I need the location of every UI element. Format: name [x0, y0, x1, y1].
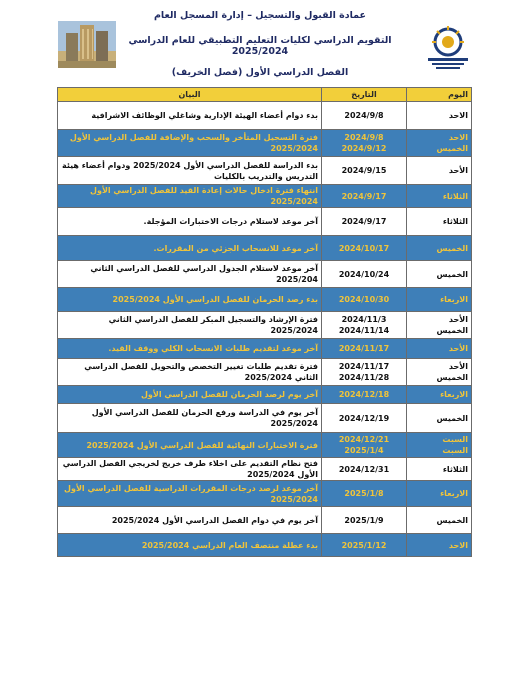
- table-row: [58, 433, 472, 458]
- row-description: فترة التسجيل المتأخر والسحب والإضافة للفصل الدراسي الأول 2025/2024: [58, 130, 322, 157]
- row-date: 2024/9/17: [322, 185, 407, 208]
- row-date: 2024/12/21 2025/1/4: [322, 433, 407, 458]
- row-day: الاربعاء: [407, 288, 472, 312]
- row-description: بدء الدراسة للفصل الدراسي الأول 2025/2024 ودوام أعضاء هيئة التدريس والتدريب بالكليات: [58, 157, 322, 185]
- header-line-1: عمادة القبول والتسجيل – إدارة المسجل العام: [153, 10, 367, 21]
- header-text: [110, 10, 410, 78]
- row-date: 2025/1/8: [322, 481, 407, 507]
- row-day: الخميس: [407, 507, 472, 534]
- row-date: 2024/9/15: [322, 157, 407, 185]
- row-day: الأحد: [407, 157, 472, 185]
- table-row: [58, 157, 472, 185]
- table-row: [58, 208, 472, 236]
- table-row: [58, 339, 472, 359]
- row-date: 2024/9/8: [322, 102, 407, 130]
- table-row: [58, 312, 472, 339]
- table-row: [58, 481, 472, 507]
- row-day: الثلاثاء: [407, 185, 472, 208]
- row-date: 2024/10/24: [322, 261, 407, 288]
- column-header-description: البيان: [58, 88, 322, 102]
- row-date: 2025/1/12: [322, 534, 407, 557]
- row-day: الثلاثاء: [407, 458, 472, 481]
- table-row: [58, 288, 472, 312]
- row-day: الخميس: [407, 261, 472, 288]
- table-row: [58, 359, 472, 386]
- row-day: الاحد: [407, 102, 472, 130]
- row-description: آخر يوم لرصد الحرمان للفصل الدراسي الأول: [58, 386, 322, 404]
- table-row: [58, 102, 472, 130]
- row-date: 2025/1/9: [322, 507, 407, 534]
- building-photo: [58, 21, 116, 68]
- row-date: 2024/12/31: [322, 458, 407, 481]
- row-description: آخر موعد لرصد درجات المقررات الدراسية للفصل الدراسي الأول 2025/2024: [58, 481, 322, 507]
- row-description: آخر موعد للانسحاب الجزئي من المقررات.: [58, 236, 322, 261]
- row-date: 2024/9/17: [322, 208, 407, 236]
- row-description: بدء دوام أعضاء الهيئة الإدارية وشاغلي الوظائف الاشرافية: [58, 102, 322, 130]
- row-day: الاربعاء: [407, 481, 472, 507]
- table-row: [58, 185, 472, 208]
- table-row: [58, 261, 472, 288]
- row-description: آخر يوم في الدراسة ورفع الحرمان للفصل الدراسي الأول 2025/2024: [58, 404, 322, 433]
- table-row: [58, 534, 472, 557]
- table-row: [58, 130, 472, 157]
- row-day: الاربعاء: [407, 386, 472, 404]
- row-day: الثلاثاء: [407, 208, 472, 236]
- calendar-table: [57, 87, 472, 557]
- row-day: السبت السبت: [407, 433, 472, 458]
- table-row: [58, 458, 472, 481]
- column-header-day: اليوم: [407, 88, 472, 102]
- table-row: [58, 386, 472, 404]
- row-day: الأحد الخميس: [407, 312, 472, 339]
- row-description: آخر موعد لتقديم طلبات الانسحاب الكلي ووقف القيد.: [58, 339, 322, 359]
- table-row: [58, 507, 472, 534]
- row-day: الخميس: [407, 236, 472, 261]
- row-description: فترة تقديم طلبات تغيير التخصص والتحويل للفصل الدراسي الثاني 2025/2024: [58, 359, 322, 386]
- row-description: فترة الاختبارات النهائية للفصل الدراسي الأول 2025/2024: [58, 433, 322, 458]
- row-date: 2024/12/19: [322, 404, 407, 433]
- table-row: [58, 236, 472, 261]
- column-header-date: التاريخ: [322, 88, 407, 102]
- row-date: 2024/9/8 2024/9/12: [322, 130, 407, 157]
- row-description: آخر موعد لاستلام الجدول الدراسي للفصل الدراسي الثاني 2025/204: [58, 261, 322, 288]
- page-header: [0, 0, 520, 84]
- row-day: الأحد: [407, 339, 472, 359]
- row-description: فتح نظام التقديم على اخلاء طرف خريج لخريجي الفصل الدراسي الأول 2025/2024: [58, 458, 322, 481]
- row-date: 2024/10/17: [322, 236, 407, 261]
- paaet-logo: [422, 24, 474, 72]
- row-description: بدء رصد الحرمان للفصل الدراسي الأول 2025/2024: [58, 288, 322, 312]
- row-description: فترة الإرشاد والتسجيل المبكر للفصل الدراسي الثاني 2025/2024: [58, 312, 322, 339]
- row-description: بدء عطلة منتصف العام الدراسي 2025/2024: [58, 534, 322, 557]
- row-date: 2024/11/17: [322, 339, 407, 359]
- row-date: 2024/11/3 2024/11/14: [322, 312, 407, 339]
- header-line-3: الفصل الدراسي الأول (فصل الخريف): [171, 67, 349, 78]
- row-description: آخر يوم في دوام الفصل الدراسي الأول 2025/2024: [58, 507, 322, 534]
- row-description: آخر موعد لاستلام درجات الاختبارات المؤجلة.: [58, 208, 322, 236]
- row-date: 2024/11/17 2024/11/28: [322, 359, 407, 386]
- row-day: الاحد: [407, 534, 472, 557]
- row-day: الخميس: [407, 404, 472, 433]
- table-header-row: [58, 88, 472, 102]
- row-date: 2024/12/18: [322, 386, 407, 404]
- row-description: انتهاء فترة ادخال حالات إعادة القيد للفصل الدراسي الأول 2025/2024: [58, 185, 322, 208]
- header-line-2: التقويم الدراسي لكليات التعليم التطبيقي للعام الدراسي 2025/2024: [128, 35, 392, 57]
- table-row: [58, 404, 472, 433]
- row-date: 2024/10/30: [322, 288, 407, 312]
- row-day: الاحد الخميس: [407, 130, 472, 157]
- row-day: الأحد الخميس: [407, 359, 472, 386]
